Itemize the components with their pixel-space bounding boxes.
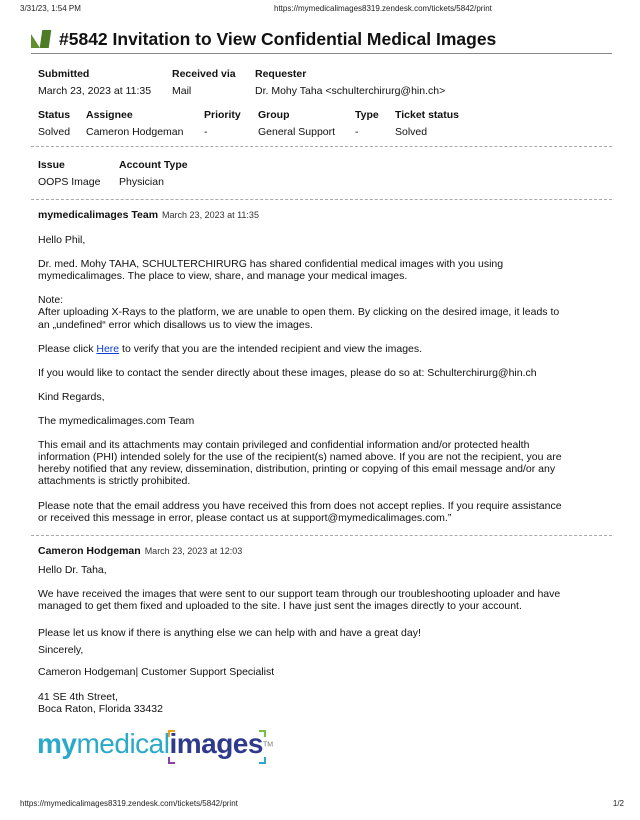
issue-label: Issue xyxy=(38,159,65,171)
comment-1-disclaimer-line4: attachments is strictly prohibited. xyxy=(38,475,191,487)
comment-2-address-line1: 41 SE 4th Street, xyxy=(38,691,118,703)
comment-1-p1-line1: Dr. med. Mohy TAHA, SCHULTERCHIRURG has shared confidential medical images with you using xyxy=(38,258,504,270)
logo-images: images xyxy=(169,728,263,759)
account-type-label: Account Type xyxy=(119,159,188,171)
received-via-label: Received via xyxy=(172,68,236,80)
logo-corner-marks xyxy=(168,730,266,764)
group-label: Group xyxy=(258,109,290,121)
verify-here-link[interactable]: Here xyxy=(96,343,120,355)
comment-1-note-line2: an „undefined“ error which disallows us to view the images. xyxy=(38,319,313,331)
issue-value: OOPS Image xyxy=(38,176,101,188)
comment-1-contact: If you would like to contact the sender directly about these images, please do so at: Schulterchirurg@hin.ch xyxy=(38,367,537,379)
print-url: https://mymedicalimages8319.zendesk.com/tickets/5842/print xyxy=(274,4,492,13)
comment-1-noreply-line1: Please note that the email address you have received this from does not accept replies. If you require assistance xyxy=(38,500,562,512)
submitted-label: Submitted xyxy=(38,68,90,80)
comment-1 xyxy=(38,209,610,529)
mymedicalimages-logo xyxy=(37,728,277,768)
comment-2-greeting: Hello Dr. Taha, xyxy=(38,564,107,576)
ticket-title-row xyxy=(31,26,612,52)
logo-my: my xyxy=(37,728,77,759)
priority-value: - xyxy=(204,126,208,138)
group-value: General Support xyxy=(258,126,336,138)
comment-2-signature: Cameron Hodgeman| Customer Support Specialist xyxy=(38,666,275,678)
comment-1-disclaimer-line1: This email and its attachments may contain privileged and confidential information and/or protected health xyxy=(38,439,530,451)
received-via-value: Mail xyxy=(172,85,192,97)
comment-1-team: The mymedicalimages.com Team xyxy=(38,415,195,427)
account-type-value: Physician xyxy=(119,176,164,188)
assignee-label: Assignee xyxy=(86,109,133,121)
logo-medical: medical xyxy=(76,728,170,759)
comment-1-header xyxy=(38,209,610,222)
comment-2-address-line2: Boca Raton, Florida 33432 xyxy=(38,703,163,715)
comment-2-author: Cameron Hodgeman xyxy=(38,545,141,557)
comment-1-disclaimer-line3: hereby notified that any review, dissemination, distribution, printing or copying of this email message and/or any xyxy=(38,463,556,475)
comment-1-disclaimer-line2: information (PHI) intended solely for the use of the recipient(s) named above. If you are not the recipient, you are xyxy=(38,451,562,463)
print-footer xyxy=(20,799,626,808)
comment-2 xyxy=(38,545,610,725)
logo-tm: TM xyxy=(262,741,274,749)
comment-2-sincerely: Sincerely, xyxy=(38,644,84,656)
comment-divider-2 xyxy=(31,535,612,536)
comment-1-noreply-line2: or received this message in error, please contact us at support@mymedicalimages.com.” xyxy=(38,512,452,524)
comment-2-p2: Please let us know if there is anything else we can help with and have a great day! xyxy=(38,627,421,639)
footer-url: https://mymedicalimages8319.zendesk.com/tickets/5842/print xyxy=(20,799,238,808)
requester-label: Requester xyxy=(255,68,307,80)
comment-2-date: March 23, 2023 at 12:03 xyxy=(144,546,243,556)
comment-1-note-line1: After uploading X-Rays to the platform, we are unable to open them. By clicking on the desired image, it leads to xyxy=(38,306,560,318)
click-after-text: to verify that you are the intended recipient and view the images. xyxy=(119,343,423,355)
comment-2-header xyxy=(38,545,610,558)
priority-label: Priority xyxy=(204,109,241,121)
ticket-status-value: Solved xyxy=(395,126,428,138)
comment-1-date: March 23, 2023 at 11:35 xyxy=(162,210,259,220)
zendesk-logo-icon xyxy=(31,30,51,48)
type-value: - xyxy=(355,126,359,138)
meta-divider xyxy=(31,146,612,147)
status-label: Status xyxy=(38,109,71,121)
comment-1-click-line xyxy=(38,343,610,356)
click-before-text: Please click xyxy=(38,343,97,355)
comment-1-author: mymedicalimages Team xyxy=(38,209,159,221)
submitted-value: March 23, 2023 at 11:35 xyxy=(38,85,152,97)
print-date: 3/31/23, 1:54 PM xyxy=(20,4,81,13)
comment-2-p1-line1: We have received the images that were sent to our support team through our troubleshooting uploader and have xyxy=(38,588,561,600)
print-header xyxy=(20,4,624,16)
ticket-title: #5842 Invitation to View Confidential Medical Images xyxy=(59,28,497,49)
requester-value: Dr. Mohy Taha <schulterchirurg@hin.ch> xyxy=(255,85,446,97)
comment-2-p1-line2: managed to get them fixed and uploaded to the site. I have just sent the images directly to your account. xyxy=(38,600,522,612)
status-value: Solved xyxy=(38,126,71,138)
comment-1-greeting: Hello Phil, xyxy=(38,234,86,246)
type-label: Type xyxy=(355,109,379,121)
title-divider xyxy=(31,53,612,54)
comment-1-p1-line2: mymedicalimages. The place to view, share, and manage your medical images. xyxy=(38,270,408,282)
comment-divider-1 xyxy=(31,199,612,200)
assignee-value: Cameron Hodgeman xyxy=(86,126,184,138)
ticket-status-label: Ticket status xyxy=(395,109,459,121)
comment-1-regards: Kind Regards, xyxy=(38,391,105,403)
comment-1-note-label: Note: xyxy=(38,294,64,306)
page-number: 1/2 xyxy=(612,799,624,808)
